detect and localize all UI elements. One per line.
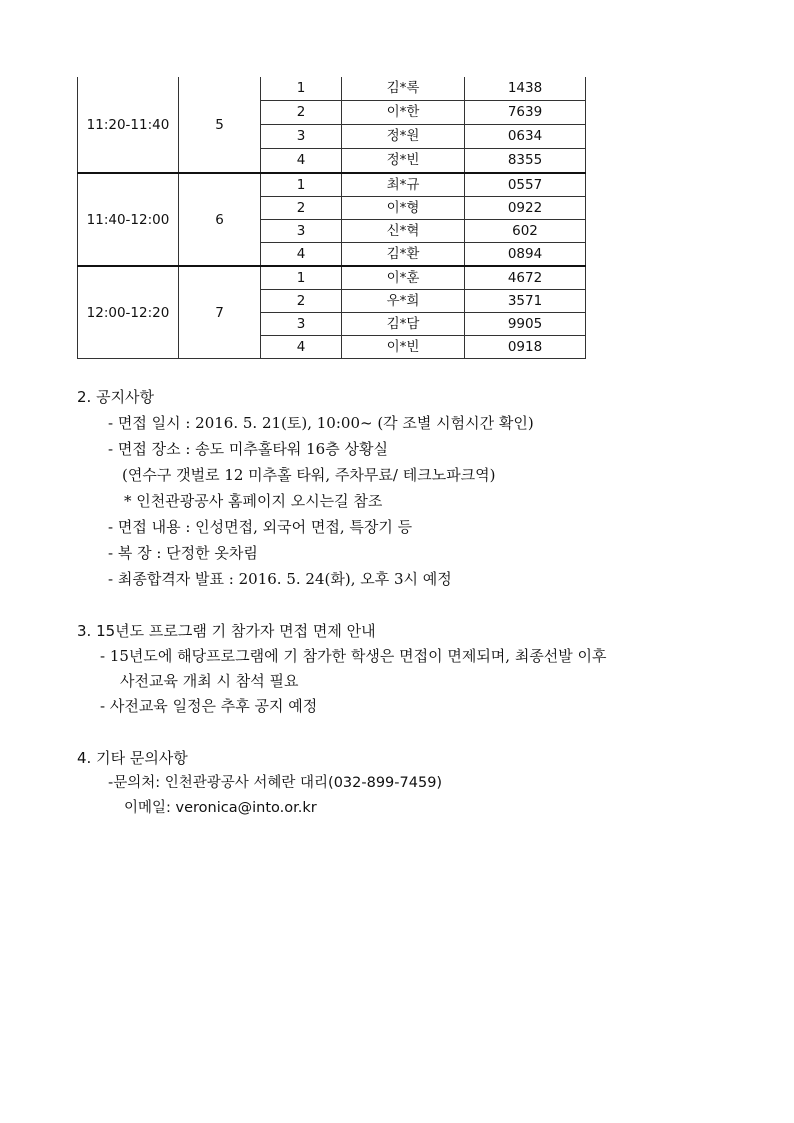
order-cell: 2 [261, 100, 342, 124]
exemption-item: 사전교육 개최 시 참석 필요 [120, 672, 299, 690]
time-slot-cell: 11:20-11:40 [78, 77, 179, 173]
notice-item-date: - 면접 일시 : 2016. 5. 21(토), 10:00~ (각 조별 시험시간 확인) [108, 414, 534, 432]
contact-heading: 4. 기타 문의사항 [77, 749, 188, 767]
notice-item-announcement: - 최종합격자 발표 : 2016. 5. 24(화), 오후 3시 예정 [108, 570, 452, 588]
id-cell: 0634 [465, 124, 586, 148]
table-row [78, 77, 586, 100]
name-cell: 최*규 [342, 173, 465, 197]
exemption-heading: 3. 15년도 프로그램 기 참가자 면접 면제 안내 [77, 622, 376, 640]
id-cell: 1438 [465, 77, 586, 100]
name-cell: 김*환 [342, 243, 465, 267]
email-line: 이메일: veronica@into.or.kr [124, 800, 317, 816]
order-cell: 1 [261, 173, 342, 197]
id-cell: 0918 [465, 336, 586, 359]
name-cell: 김*담 [342, 313, 465, 336]
order-cell: 1 [261, 266, 342, 290]
group-number-cell: 7 [179, 266, 261, 359]
time-slot-cell: 11:40-12:00 [78, 173, 179, 266]
notice-heading: 2. 공지사항 [77, 388, 155, 406]
interview-schedule-table [77, 77, 586, 359]
notice-item-address: (연수구 갯벌로 12 미추홀 타워, 주차무료/ 테크노파크역) [122, 466, 496, 484]
notice-item-place: - 면접 장소 : 송도 미추홀타워 16층 상황실 [108, 440, 388, 458]
id-cell: 8355 [465, 148, 586, 173]
name-cell: 신*혁 [342, 220, 465, 243]
exemption-item: - 15년도에 해당프로그램에 기 참가한 학생은 면접이 면제되며, 최종선발 이후 [100, 647, 607, 665]
order-cell: 3 [261, 220, 342, 243]
time-slot-cell: 12:00-12:20 [78, 266, 179, 359]
id-cell: 0922 [465, 197, 586, 220]
order-cell: 4 [261, 336, 342, 359]
order-cell: 3 [261, 124, 342, 148]
name-cell: 이*빈 [342, 336, 465, 359]
contact-line: -문의처: 인천관광공사 서혜란 대리(032-899-7459) [108, 775, 443, 791]
id-cell: 602 [465, 220, 586, 243]
name-cell: 이*형 [342, 197, 465, 220]
name-cell: 정*빈 [342, 148, 465, 173]
group-number-cell: 5 [179, 77, 261, 173]
notice-item-dress: - 복 장 : 단정한 옷차림 [108, 544, 258, 562]
id-cell: 4672 [465, 266, 586, 290]
order-cell: 1 [261, 77, 342, 100]
order-cell: 2 [261, 197, 342, 220]
name-cell: 이*훈 [342, 266, 465, 290]
notice-item-directions: * 인천관광공사 홈페이지 오시는길 참조 [124, 492, 383, 510]
name-cell: 이*한 [342, 100, 465, 124]
id-cell: 9905 [465, 313, 586, 336]
order-cell: 4 [261, 148, 342, 173]
exemption-item: - 사전교육 일정은 추후 공지 예정 [100, 697, 318, 715]
name-cell: 김*록 [342, 77, 465, 100]
id-cell: 0557 [465, 173, 586, 197]
table-row [78, 173, 586, 197]
id-cell: 0894 [465, 243, 586, 267]
order-cell: 4 [261, 243, 342, 267]
name-cell: 정*원 [342, 124, 465, 148]
table-row [78, 266, 586, 290]
order-cell: 3 [261, 313, 342, 336]
order-cell: 2 [261, 290, 342, 313]
group-number-cell: 6 [179, 173, 261, 266]
id-cell: 7639 [465, 100, 586, 124]
id-cell: 3571 [465, 290, 586, 313]
name-cell: 우*희 [342, 290, 465, 313]
notice-item-content: - 면접 내용 : 인성면접, 외국어 면접, 특장기 등 [108, 518, 413, 536]
